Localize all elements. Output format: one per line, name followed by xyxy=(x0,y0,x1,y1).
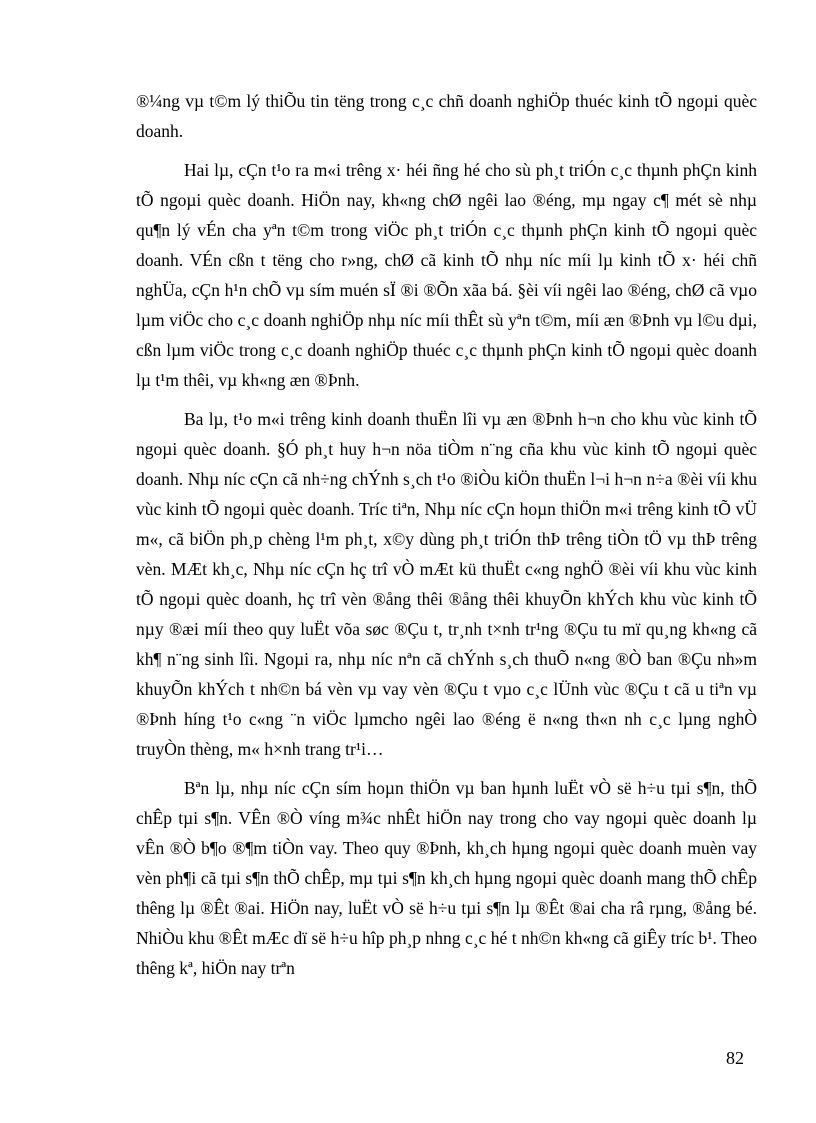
paragraph-2: Hai lµ, cÇn t¹o ra m«i trêng x· héi ñng hé cho sù ph¸t triÓn c¸c thµnh phÇn kinh tÕ ngoµi quèc doanh. HiÖn nay, kh«ng chØ ngêi lao ®éng, mµ ngay c¶ mét sè nhµ qu¶n lý vÉn cha yªn t©m trong viÖc ph¸t triÓn c¸c thµnh phÇn kinh tÕ ngoµi quèc doanh. VÉn cßn t tëng cho r»ng, chØ cã kinh tÕ nhµ níc míi lµ kinh tÕ x· héi chñ nghÜa, cÇn h¹n chÕ vµ sím muén sÏ ®i ®Õn xãa bá. §èi víi ngêi lao ®éng, chØ cã vµo lµm viÖc cho c¸c doanh nghiÖp nhµ níc míi thÊt sù yªn t©m, míi æn ®Þnh vµ l©u dµi, cßn lµm viÖc trong c¸c doanh nghiÖp thuéc c¸c thµnh phÇn kinh tÕ ngoµi quèc doanh lµ t¹m thêi, vµ kh«ng æn ®Þnh. xyxy=(136,160,757,390)
page-number: 82 xyxy=(726,1048,744,1068)
paragraph-1: ®¼ng vµ t©m lý thiÕu tin tëng trong c¸c chñ doanh nghiÖp thuéc kinh tÕ ngoµi quèc doanh. xyxy=(136,91,757,141)
paragraph-3: Ba lµ, t¹o m«i trêng kinh doanh thuËn lîi vµ æn ®Þnh h¬n cho khu vùc kinh tÕ ngoµi quèc doanh. §Ó ph¸t huy h¬n nöa tiÒm n¨ng cña khu vùc kinh tÕ ngoµi quèc doanh. Nhµ níc cÇn cã nh÷ng chÝnh s¸ch t¹o ®iÒu kiÖn thuËn l¬i h¬n n÷a ®èi víi khu vùc kinh tÕ ngoµi quèc doanh. Tríc tiªn, Nhµ níc cÇn hoµn thiÖn m«i trêng kinh tÕ vÜ m«, cã biÖn ph¸p chèng l¹m ph¸t, x©y dùng ph¸t triÓn thÞ trêng tiÒn tÖ vµ thÞ trêng vèn. MÆt kh¸c, Nhµ níc cÇn hç trî vÒ mÆt kü thuËt c«ng nghÖ ®èi víi khu vùc kinh tÕ ngoµi quèc doanh, hç trî vèn ®ång thêi ®ång thêi khuyÕn khÝch khu vùc kinh tÕ nµy ®æi míi theo quy luËt võa søc ®Çu t, tr¸nh t×nh tr¹ng ®Çu tu mï qu¸ng kh«ng cã kh¶ n¨ng sinh lîi. Ngoµi ra, nhµ níc nªn cã chÝnh s¸ch thuÕ n«ng ®Ò ban ®Çu nh»m khuyÕn khÝch t nh©n bá vèn vµ vay vèn ®Çu t vµo c¸c lÜnh vùc ®Çu t cã u tiªn vµ ®Þnh híng t¹o c«ng ¨n viÖc lµmcho ngêi lao ®éng ë n«ng th«n nh c¸c lµng nghÒ truyÒn thèng, m« h×nh trang tr¹i… xyxy=(136,409,757,759)
document-page xyxy=(136,86,757,992)
paragraph-4: Bªn lµ, nhµ níc cÇn sím hoµn thiÖn vµ ban hµnh luËt vÒ së h÷u tµi s¶n, thÕ chÊp tµi s¶n. VÊn ®Ò víng m¾c nhÊt hiÖn nay trong cho vay ngoµi quèc doanh lµ vÊn ®Ò b¶o ®¶m tiÒn vay. Theo quy ®Þnh, kh¸ch hµng ngoµi quèc doanh muèn vay vèn ph¶i cã tµi s¶n thÕ chÊp, mµ tµi s¶n kh¸ch hµng ngoµi quèc doanh mang thÕ chÊp thêng lµ ®Êt ®ai. HiÖn nay, luËt vÒ së h÷u tµi s¶n lµ ®Êt ®ai cha râ rµng, ®ång bé. NhiÒu khu ®Êt mÆc dï së h÷u hîp ph¸p nhng c¸c hé t nh©n kh«ng cã giÊy tríc b¹. Theo thêng kª, hiÖn nay trªn xyxy=(136,778,757,978)
